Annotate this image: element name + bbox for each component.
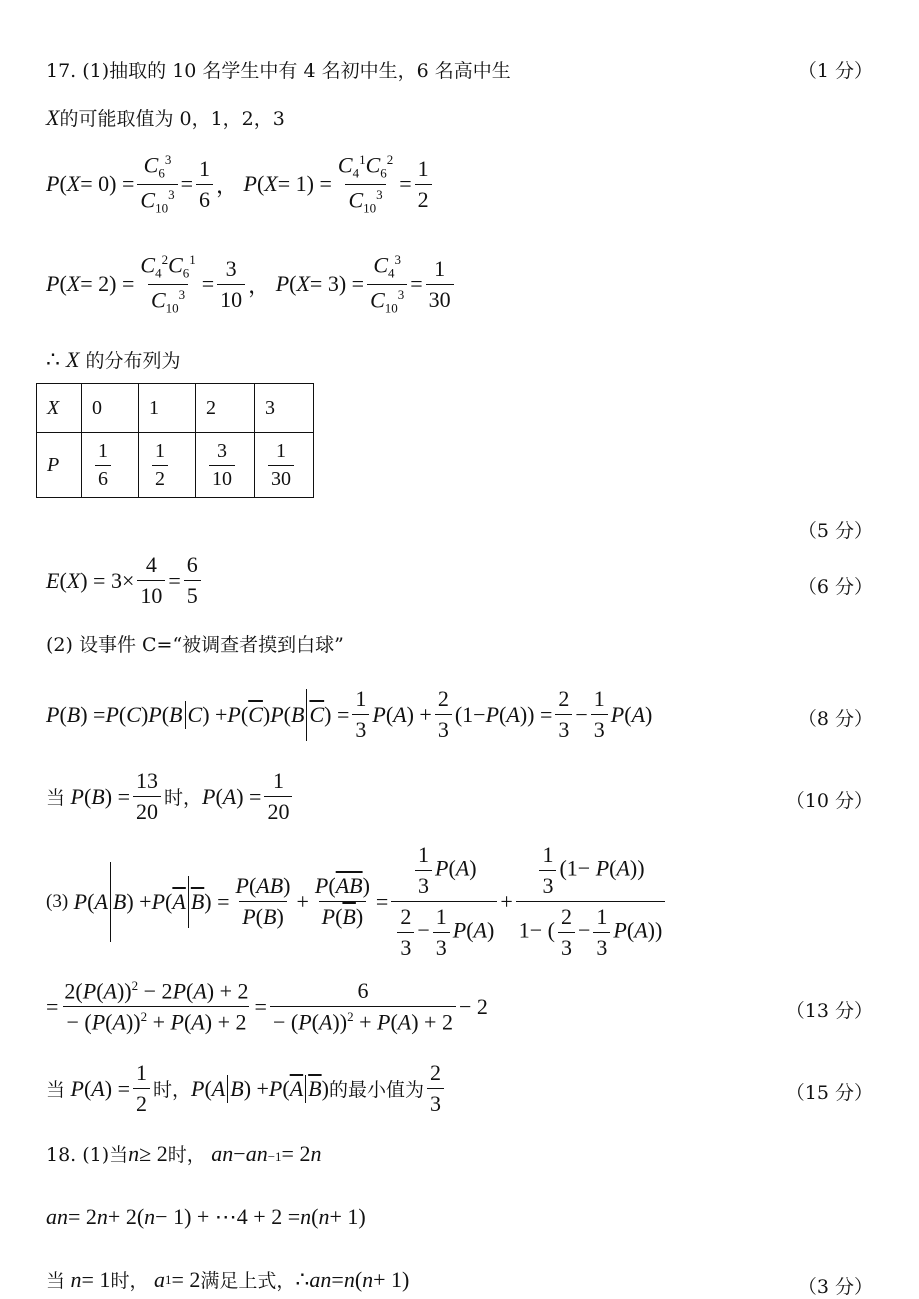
table-cell: 1 xyxy=(139,384,196,433)
table-cell: 2 xyxy=(196,384,255,433)
q17-part1-line xyxy=(46,56,511,83)
table-cell: $\frac{1}{6}$ xyxy=(82,433,139,498)
simplify-line: = $\frac{2(P(A))^2 - 2P(A) + 2}{- (P(A))^2 + P(A) + 2}$ = $\frac{6}{- (P(A))^2 + P(A) + 2}$ − 2 xyxy=(46,978,488,1035)
prob-line-2: P ( X = 2) = $\frac{C_4^2C_6^1}{C_{10}^3}$ = $\frac{3}{10}$ ， P ( X = 3) = $\frac{C_4^3}{C_{10}^3}$ = $\frac{1}{30}$ xyxy=(46,252,457,316)
score-13: （13 分） xyxy=(785,1000,873,1022)
dist-intro-line: ∴ X 的分布列为 xyxy=(46,346,181,372)
part2-line xyxy=(46,630,344,657)
score-1: （1 分） xyxy=(797,60,873,82)
table-cell: 3 xyxy=(255,384,314,433)
part3-line: (3) P ( A B ) + P ( $\overline{A}$ $\overline{B}$ ) = $\frac{P(AB)}{P(B)}$ + $\frac{P(\overline{AB})}{P(\overline{B})}$ = $\frac{1}{3}$ P(A) $\frac{2}{3}$ − $\frac{1}{3}$ P(A) + $\frac{1}{3}$ (1− P(A)) 1− ( $\frac{2}{3}$ − $\frac{1}{3}$ P(A)) xyxy=(46,842,668,961)
expectation-line: E ( X ) = 3× $\frac{4}{10}$ = $\frac{6}{5}$ xyxy=(46,552,204,609)
score-15: （15 分） xyxy=(785,1082,873,1104)
part2-text: (2) 设事件 C=“被调查者摸到白球” xyxy=(46,634,344,656)
table-cell: $\frac{1}{30}$ xyxy=(255,433,314,498)
score-10: （10 分） xyxy=(785,790,873,812)
score-8: （8 分） xyxy=(797,708,873,730)
table-cell: P xyxy=(37,433,82,498)
distribution-table xyxy=(36,383,314,498)
q17-part1-text: 17. (1)抽取的 10 名学生中有 4 名初中生，6 名高中生 xyxy=(46,60,511,82)
min-value-line: 当 P ( A ) = $\frac{1}{2}$ 时， P ( A B ) + P ( $\overline{A}$ $\overline{B}$ ) 的最小值为 $\frac{2}{3}$ xyxy=(46,1060,447,1117)
q18-part1-line: 18. (1)当 n ≥ 2 时， a n − a n−1 = 2 n xyxy=(46,1140,322,1166)
table-cell: $\frac{3}{10}$ xyxy=(196,433,255,498)
values-line: X 的可能取值为 0，1，2，3 xyxy=(46,104,285,130)
q18-sum-line: a n = 2 n + 2( n − 1) + ⋯4 + 2 = n ( n + 1) xyxy=(46,1204,366,1229)
values-text: 的可能取值为 0，1，2，3 xyxy=(59,108,285,130)
table-cell: 0 xyxy=(82,384,139,433)
pb-line: P ( B ) = P ( C ) P ( B C ) + P ( $\overline{C}$ ) P ( B $\overline{C}$ ) = $\frac{1}{3}$ P ( A ) + $\frac{2}{3}$ (1− P ( A )) = $\frac{2}{3}$ − $\frac{1}{3}$ P ( A ) xyxy=(46,686,653,742)
q18-score: （3 分） xyxy=(797,1276,873,1298)
table-row xyxy=(37,384,314,433)
table-cell: $\frac{1}{2}$ xyxy=(139,433,196,498)
table-cell: X xyxy=(37,384,82,433)
q18-conclusion-line: 当 n = 1 时， a 1 = 2 满足上式， ∴ a n = n ( n + 1) xyxy=(46,1266,410,1292)
pa-value-line: 当 P ( B ) = $\frac{13}{20}$ 时， P ( A ) = $\frac{1}{20}$ xyxy=(46,768,295,825)
score-6: （6 分） xyxy=(797,576,873,598)
dist-intro-text: 的分布列为 xyxy=(85,350,181,372)
score-5: （5 分） xyxy=(797,520,873,542)
table-row xyxy=(37,433,314,498)
prob-line-1: P ( X = 0) = $\frac{C_6^3}{C_{10}^3}$ = $\frac{1}{6}$ ， P ( X = 1) = $\frac{C_4^1C_6^2}{C_{10}^3}$ = $\frac{1}{2}$ xyxy=(46,152,435,216)
